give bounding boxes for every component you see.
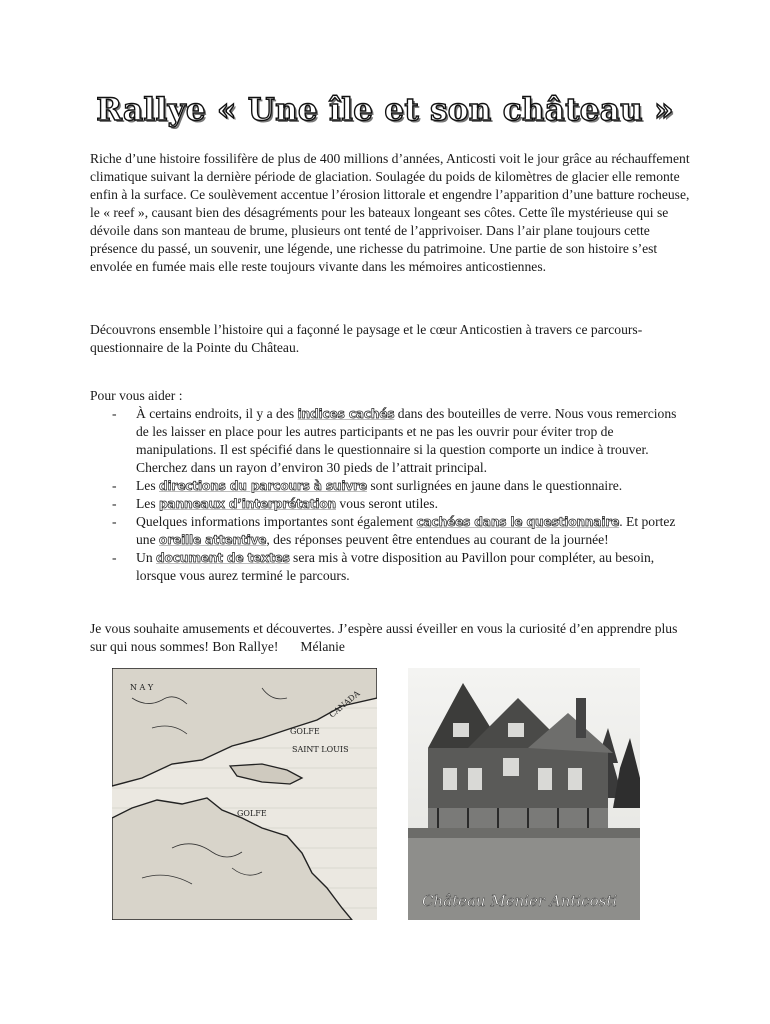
map-label-canada: CANADA [327,688,362,720]
highlight-text: oreille attentive [159,533,267,547]
list-item: - Les panneaux d’interprétation vous seront utiles. [112,496,438,511]
historic-map-image [112,668,377,920]
highlight-text: document de textes [156,551,290,565]
list-item: - Un document de textes sera mis à votre disposition au Pavillon pour compléter, au besoin, lorsque vous aurez terminé le parcours. [112,550,655,583]
signature: Mélanie [300,639,345,654]
discover-paragraph: Découvrons ensemble l’histoire qui a façonné le paysage et le cœur Anticostien à travers ce parcours-questionnaire de la Pointe du Château. [90,322,643,355]
list-item: - Les directions du parcours à suivre sont surlignées en jaune dans le questionnaire. [112,478,623,493]
help-intro: Pour vous aider : [90,388,183,403]
map-label-nay: N A Y [130,683,154,692]
intro-paragraph: Riche d’une histoire fossilifère de plus de 400 millions d’années, Anticosti voit le jour grâce au réchauffement climatique suivant la dernière période de glaciation. Soulagée du poids de kilomètres de glacier elle remonte enfin à la surface. Ce soulèvement accentue l’érosion littorale et engendre l’apparition d’une batture rocheuse, le « reef », causant bien des désagréments pour les bateaux longeant ses côtes. Cette île mystérieuse qui se dévoile dans son manteau de brume, plusieurs ont tenté de l’apprivoiser. Dans l’air plane toujours cette présence du passé, un souvenir, une légende, une richesse du patrimoine. Une partie de son histoire s’est envolée en fumée mais elle reste toujours vivante dans les mémoires anticostiennes. [90,151,690,274]
list-item: - Quelques informations importantes sont également cachées dans le questionnaire. Et portez une oreille attentive, des réponses peuvent être entendues au courant de la journée! [112,514,676,547]
bullet-dash: - [112,406,117,421]
map-label-golfe: GOLFE [290,727,320,736]
highlight-text: directions du parcours à suivre [159,479,367,493]
highlight-text: cachées dans le questionnaire [416,515,620,529]
highlight-text: panneaux d’interprétation [159,497,337,511]
chateau-photo [408,668,640,920]
list-item: - À certains endroits, il y a des indices cachés dans des bouteilles de verre. Nous vous remercions de les laisser en place pour les autres participants et ne pas les ouvrir pour éviter trop de manipulations. Il est spécifié dans le questionnaire si la question comporte un indice à trouver. Cherchez dans un rayon d’environ 30 pieds de l’attrait principal. [112,406,677,475]
highlight-text: indices cachés [297,407,395,421]
closing-paragraph: Je vous souhaite amusements et découvertes. J’espère aussi éveiller en vous la curiosité d’en apprendre plus sur qui nous sommes! Bon Rallye! Mélanie [90,621,678,654]
bullet-dash: - [112,496,117,511]
help-list [90,405,690,585]
map-label-saint-louis: SAINT LOUIS [292,745,349,754]
bullet-dash: - [112,478,117,493]
bullet-dash: - [112,550,117,565]
photo-caption: Château Menier Anticosti [422,892,618,910]
page-title: Rallye « Une île et son château » [96,92,674,128]
map-label-golfe-2: GOLFE [237,809,267,818]
bullet-dash: - [112,514,117,529]
